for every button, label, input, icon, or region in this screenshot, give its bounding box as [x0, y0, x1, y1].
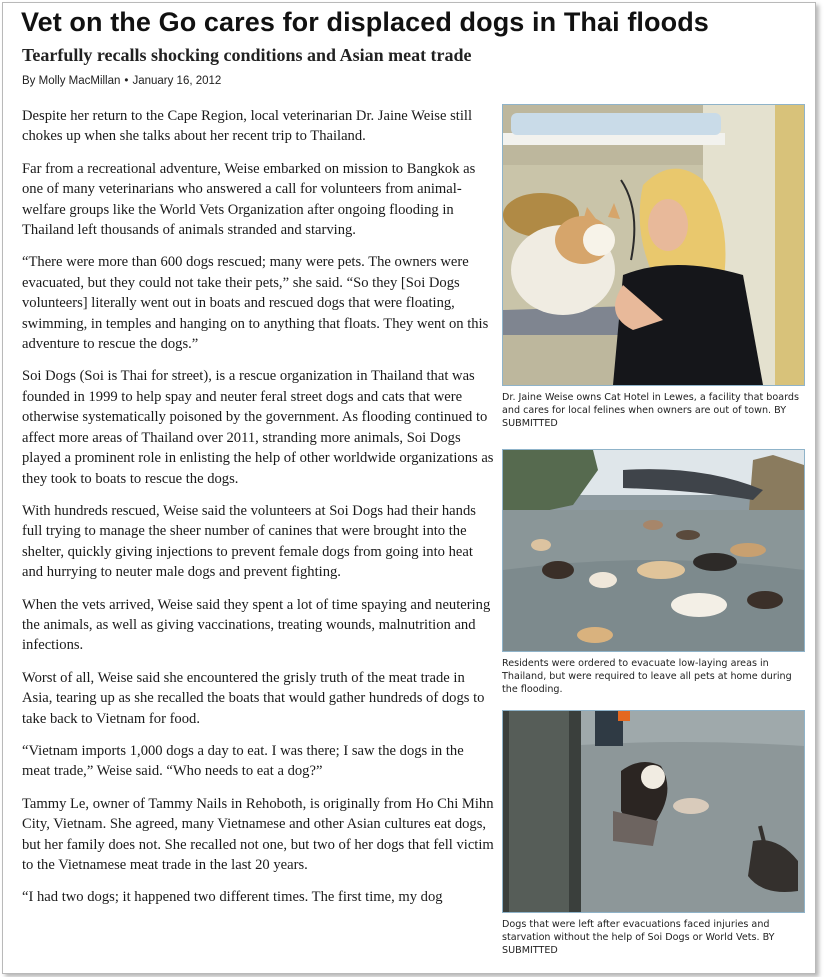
paragraph: Tammy Le, owner of Tammy Nails in Rehoboth, is originally from Ho Chi Mihn City, Vietnam. She agreed, many Vietnamese and other Asian cultures eat dogs, but her family does not. She recalled not one, but two of her dogs that fell victim to the Vietnamese meat trade in the last 20 years. — [22, 795, 494, 873]
photo-caption: Residents were ordered to evacuate low-laying areas in Thailand, but were required to leave all pets at home during the flooding. — [502, 658, 792, 696]
subheadline: Tearfully recalls shocking conditions and Asian meat trade — [22, 45, 472, 65]
figure-cat-hotel — [502, 104, 805, 431]
paragraph: Worst of all, Weise said she encountered the grisly truth of the meat trade in Asia, tearing up as she recalled the boats that would gather hundreds of dogs to take back to Vietnam for food. — [22, 669, 485, 727]
paragraph: “I had two dogs; it happened two different times. The first time, my dog — [22, 889, 443, 906]
photo-dogs-swimming — [502, 449, 805, 652]
byline — [22, 75, 221, 87]
paragraph: Far from a recreational adventure, Weise embarked on mission to Bangkok as one of many veterinarians who answered a call for volunteers from animal-welfare groups like the World Vets Organization after ongoing flooding in Thailand left thousands of animals stranded and starving. — [22, 160, 476, 239]
byline-separator: • — [124, 75, 129, 87]
paragraph: With hundreds rescued, Weise said the volunteers at Soi Dogs had their hands full trying to manage the sheer number of canines that were brought into the shelter, quickly giving injections to prevent female dogs from going into heat and hurrying to neuter male dogs and prevent fighting. — [22, 502, 476, 581]
figure-flood-dogs — [502, 449, 805, 697]
photo-caption: Dr. Jaine Weise owns Cat Hotel in Lewes, a facility that boards and cares for local felines when owners are out of town. BY SUBMITTED — [502, 392, 799, 430]
figure-abandoned-dogs — [502, 710, 805, 958]
paragraph: Despite her return to the Cape Region, local veterinarian Dr. Jaine Weise still chokes up when she talks about her recent trip to Thailand. — [22, 108, 473, 145]
photo-vet-with-cat — [502, 104, 805, 386]
article-page — [2, 2, 816, 974]
photo-caption: Dogs that were left after evacuations faced injuries and starvation without the help of Soi Dogs or World Vets. BY SUBMITTED — [502, 919, 775, 957]
paragraph: “There were more than 600 dogs rescued; many were pets. The owners were evacuated, but they could not take their pets,” she said. “So they [Soi Dogs volunteers] literally went out in boats and rescued dogs that were floating, swimming, in temples and hanging on to anything that floats. They went on this adventure to rescue the dogs.” — [22, 254, 489, 353]
paragraph: “Vietnam imports 1,000 dogs a day to eat. I was there; I saw the dogs in the meat trade,” Weise said. “Who needs to eat a dog?” — [22, 742, 464, 780]
author: By Molly MacMillan — [22, 75, 121, 87]
article-body — [22, 106, 494, 920]
photo-dogs-in-water — [502, 710, 805, 913]
publish-date: January 16, 2012 — [132, 75, 222, 87]
paragraph: Soi Dogs (Soi is Thai for street), is a rescue organization in Thailand that was founded in 1999 to help spay and neuter feral street dogs and cats that were otherwise systematically poisoned by the government. As flooding continued to affect more areas of Thailand over 2011, stranding more animals, Soi Dogs played a prominent role in enlisting the help of other worldwide organizations as they took to boats to rescue the dogs. — [22, 368, 494, 487]
headline: Vet on the Go cares for displaced dogs in Thai floods — [21, 7, 709, 37]
paragraph: When the vets arrived, Weise said they spent a lot of time spaying and neutering the animals, as well as giving vaccinations, treating wounds, malnutrition and infections. — [22, 596, 491, 654]
